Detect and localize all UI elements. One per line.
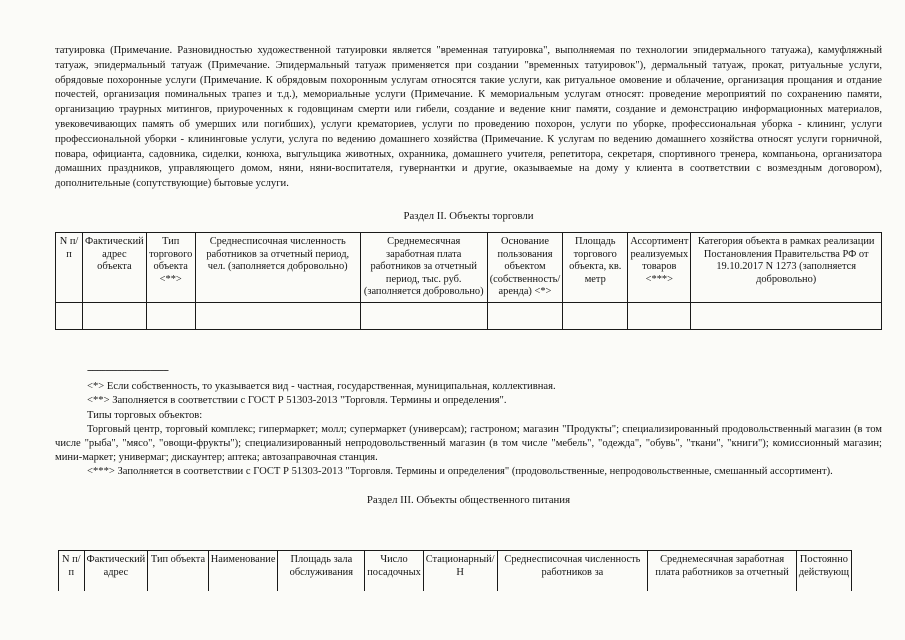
table-row xyxy=(56,302,882,329)
col-category-header: Категория объекта в рамках реализации Постановления Правительства РФ от 19.10.2017 N 1273 (заполняется добровольно) xyxy=(691,232,882,302)
col-stationary-header: Стационарный/Н xyxy=(423,551,497,592)
col-address-header: Фактический адрес xyxy=(84,551,148,592)
trade-types-list: Торговый центр, торговый комплекс; гипермаркет; молл; супермаркет (универсам); гастроном; магазин "Продукты"; специализированный продовольственный магазин (в том числе "рыба", "мясо", "овощи-фрукты"); специализированный непродовольственный магазин (в том числе "мебель", "одежда", "обувь", "ткани", "книги"); комиссионный магазин; мини-маркет; универмаг; дискаунтер; аптека; автозаправочная станция. xyxy=(55,423,882,464)
col-number-header: N п/п xyxy=(59,551,85,592)
trade-objects-table xyxy=(55,232,882,330)
col-basis-header: Основание пользования объектом (собственность/аренда) <*> xyxy=(487,232,563,302)
table-header-row xyxy=(59,551,852,592)
intro-paragraph: татуировка (Примечание. Разновидностью художественной татуировки является "временная татуировка", выполняемая по технологии эпидермального татуажа), камуфляжный татуаж, эпидермальный татуаж (Примечание. Эпидермальный татуаж применяется при создании "временных татуировок"), дермальный татуаж, прокат, ритуальные услуги, обрядовые похоронные услуги (Примечание. К обрядовым похоронным услугам относятся такие услуги, как ритуальное омовение и облачение, организация прощания и отдание почестей, организация поминальных трапез и т.д.), мемориальные услуги (Примечание. К мемориальным услугам относят: проведение мероприятий по сохранению памяти, организацию траурных митингов, приуроченных к годовщинам смерти или гибели, создание и ведение книг памяти, создание и демонстрацию информационных материалов, увековечивающих память об умерших или погибших), услуги крематориев, услуги по проведению похорон, услуги по уборке, профессиональная уборка - клининг, услуги профессиональной уборки - клининговые услуги, услуга по ведению домашнего хозяйства (Примечание. К услугам по ведению домашнего хозяйства относят услуги горничной, повара, официанта, садовника, сиделки, конюха, выгульщика животных, охранника, домашнего учителя, репетитора, секретаря, спортивного тренера, компаньона, организатора домашних праздников, управляющего домом, няни, няни-воспитателя, гувернантки и другие, оказываемые на дому у клиента в соответствии с возмездным договором), дополнительные (сопутствующие) бытовые услуги. xyxy=(55,45,882,190)
table-header-row xyxy=(56,232,882,302)
col-area-header: Площадь торгового объекта, кв. метр xyxy=(563,232,628,302)
col-headcount-header: Среднесписочная численность работников за отчетный период, чел. (заполняется добровольно) xyxy=(195,232,360,302)
trade-types-label: Типы торговых объектов: xyxy=(87,409,203,421)
catering-objects-table-wrap xyxy=(58,550,852,591)
document-page xyxy=(55,44,882,516)
col-headcount-header: Среднесписочная численность работников за xyxy=(497,551,648,592)
col-number-header: N п/п xyxy=(56,232,83,302)
footnote-separator: -------------------------------- xyxy=(87,364,168,376)
catering-objects-table xyxy=(58,550,852,591)
section2-title: Раздел II. Объекты торговли xyxy=(403,209,534,222)
footnote-gost-type: <**> Заполняется в соответствии с ГОСТ Р 51303-2013 "Торговля. Термины и определения". xyxy=(87,395,507,407)
col-hall-area-header: Площадь зала обслуживания xyxy=(278,551,365,592)
footnote-assortment: <***> Заполняется в соответствии с ГОСТ Р 51303-2013 "Торговля. Термины и определения" (продовольственные, непродовольственные, смешанный ассортимент). xyxy=(87,466,833,478)
col-type-header: Тип объекта xyxy=(148,551,208,592)
col-assortment-header: Ассортимент реализуемых товаров <***> xyxy=(628,232,691,302)
col-seats-header: Число посадочных xyxy=(365,551,424,592)
col-address-header: Фактический адрес объекта xyxy=(83,232,147,302)
col-salary-header: Среднемесячная заработная плата работников за отчетный период, тыс. руб. (заполняется добровольно) xyxy=(360,232,487,302)
col-permanent-header: Постоянно действующ xyxy=(796,551,851,592)
section3-title: Раздел III. Объекты общественного питания xyxy=(366,493,571,506)
col-type-header: Тип торгового объекта <**> xyxy=(146,232,195,302)
footnote-ownership: <*> Если собственность, то указывается вид - частная, государственная, муниципальная, коллективная. xyxy=(87,381,556,393)
col-salary-header: Среднемесячная заработная плата работников за отчетный xyxy=(648,551,797,592)
col-name-header: Наименование xyxy=(208,551,278,592)
